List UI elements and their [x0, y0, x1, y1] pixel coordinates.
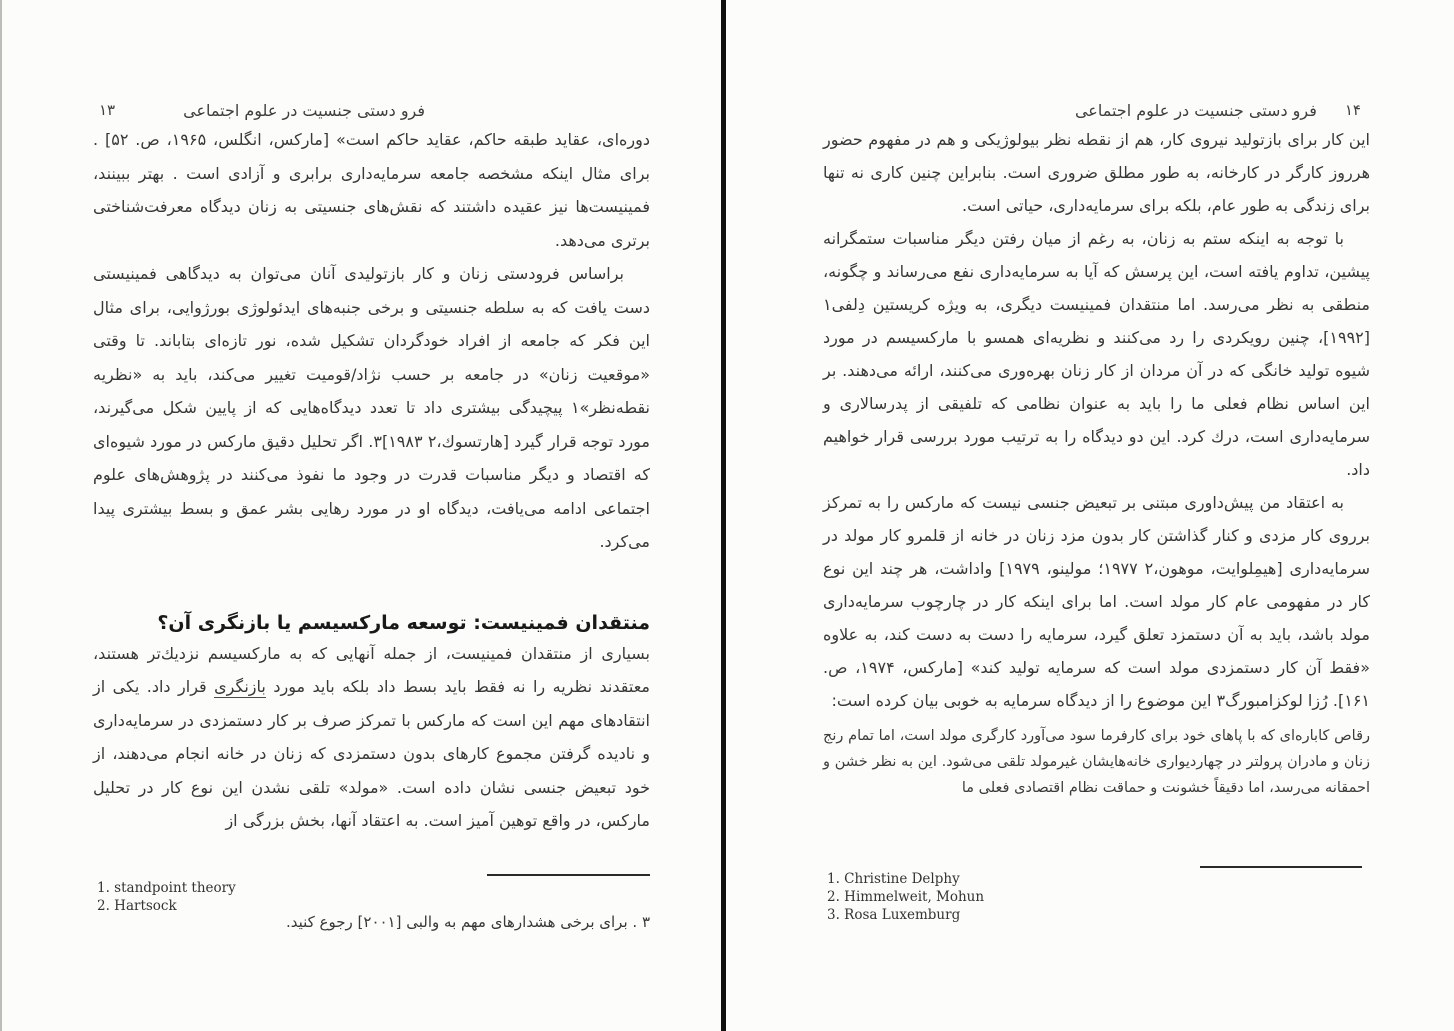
body-paragraph: به اعتقاد من پیش‌داوری مبتنی بر تبعیض جنسی نیست که مارکس را به تمرکز برروی کار مزدی و کنار گذاشتن کار بدون مزد زنان در خانه از قلمرو کار مولد در سرمایه‌داری [هیمِلوایت، موهون،۲ ۱۹۷۷؛ مولینو، ۱۹۷۹] واداشت، هر چند این نوع کار در مفهومی عام کار مولد است. اما برای اینکه کار در چارچوب سرمایه‌داری مولد باشد، باید به آن دستمزد تعلق گیرد، سرمایه را دست به دست کند، به علاوه «فقط آن کار دستمزدی مولد است که سرمایه تولید کند» [مارکس، ۱۹۷۴، ص. ۱۶۱]. رُزا لوکزامبورگ۳ این موضوع را از دیدگاه سرمایه به خوبی بیان کرده است:	[823, 493, 1371, 710]
footnote-separator	[487, 874, 650, 876]
footnote-item: 1. standpoint theory	[97, 880, 236, 896]
footnote-separator	[1200, 866, 1362, 868]
body-paragraph: دوره‌ای، عقاید طبقه حاکم، عقاید حاکم است» [مارکس، انگلس، ۱۹۶۵، ص. ۵۲] . برای مثال اینکه مشخصه جامعه سرمایه‌داری برابری و آزادی است . بهتر ببینند، فمینیست‌ها نیز عقیده داشتند که نقش‌های جنسیتی به زنان دیدگاه معرفت‌شناختی برتری می‌دهد.	[93, 130, 650, 250]
underlined-term: بازنگری	[214, 677, 266, 696]
block-quote: رقاص کاباره‌ای که با پاهای خود برای کارفرما سود می‌آورد کارگری مولد است، اما تمام رنج زنان و مادران پرولتر در چهاردیواری خانه‌هایشان غیرمولد تلقی می‌شود. این به نظر خشن و احمقانه می‌رسد، اما دقیقاً خشونت و حماقت نظام اقتصادی فعلی ما	[823, 728, 1370, 796]
page-divider	[721, 0, 726, 1031]
footnotes-latin	[827, 870, 984, 924]
footnote-item: 1. Christine Delphy	[827, 871, 960, 887]
paragraph-text: بسیاری از منتقدان فمینیست، از جمله آنهایی که به مارکسیسم نزدیك‌تر هستند، معتقدند نظریه را نه فقط باید بسط داد بلکه باید مورد	[93, 643, 650, 696]
running-head: فرو دستی جنسیت در علوم اجتماعی	[1074, 100, 1317, 120]
running-head: فرو دستی جنسیت در علوم اجتماعی	[183, 100, 426, 120]
body-paragraph: با توجه به اینکه ستم به زنان، به رغم از میان رفتن دیگر مناسبات ستمگرانه پیشین، تداوم یافته است، این پرسش که آیا به سرمایه‌داری نفع می‌رساند و چگونه، منطقی به نظر می‌رسد. اما منتقدان فمینیست دیگری، به ویژه کریستین دِلفی۱ [۱۹۹۲]، چنین رویکردی را رد می‌کنند و نظریه‌ای همسو با مارکسیسم در مورد شیوه تولید خانگی که در آن مردان از کار زنان بهره‌وری می‌کنند، ارائه می‌دهند. بر این اساس نظام فعلی ما را باید به عنوان نظامی که تلفیقی از پدرسالاری و سرمایه‌داری است، درك کرد. این دو دیدگاه را به ترتیب مورد بررسی قرار خواهیم داد.	[823, 229, 1370, 479]
footnote-item: 3. Rosa Luxemburg	[827, 907, 961, 923]
body-paragraph: این کار برای بازتولید نیروی کار، هم از نقطه نظر بیولوژیکی و هم در مفهوم حضور هرروز کارگر در کارخانه، به طور مطلق ضروری است. بنابراین چنین کاری نه تنها برای زندگی به طور عام، بلکه برای سرمایه‌داری، حیاتی است.	[823, 130, 1370, 215]
page-number: ۱۳	[99, 101, 116, 119]
body-paragraph	[93, 637, 650, 838]
footnote-item: 2. Himmelweit, Mohun	[827, 889, 985, 905]
body-paragraph: براساس فرودستی زنان و کار بازتولیدی آنان می‌توان به دیدگاهی فمینیستی دست یافت که به سلطه جنسیتی و برخی جنبه‌های ایدئولوژی بورژوایی، برای مثال این فکر که جامعه از افراد خودگردان تشکیل شده، نور تازه‌ای بتاباند. تا وقتی «موقعیت زنان» در جامعه بر حسب نژاد/قومیت تغییر می‌کند، باید به «نظریه نقطه‌نظر»۱ پیچیدگی بیشتری داد تا تعدد دیدگاه‌هایی که از پایین شکل می‌گیرند، مورد توجه قرار گیرد [هارتسوك،۲ ۱۹۸۳]۳. اگر تحلیل دقیق مارکس در مورد شیوه‌ای که اقتصاد و دیگر مناسبات قدرت در وجود ما نفوذ می‌کنند در پژوهش‌های علوم اجتماعی ادامه می‌یافت، دیدگاه او در مورد رهایی بشر عمق و بسط بیشتری پیدا می‌کرد.	[93, 264, 651, 551]
section-heading: منتقدان فمینیست: توسعه مارکسیسم یا بازنگری آن؟	[157, 611, 650, 634]
left-page	[93, 0, 650, 1031]
paragraph-text: قرار داد. یکی از انتقادهای مهم این است که مارکس با تمرکز صرف بر کار دستمزدی در سرمایه‌داری و نادیده گرفتن مجموع کارهای بدون دستمزدی که زنان در خانه انجام می‌دهند، از خود تبعیض جنسی نشان داده است. «مولد» تلقی نشدن این نوع کار در تحلیل مارکس، در واقع توهین آمیز است. به اعتقاد آنها، بخش بزرگی از	[93, 677, 650, 830]
footnote-item: ۳ . برای برخی هشدارهای مهم به والبی [۲۰۰۱] رجوع کنید.	[285, 913, 650, 931]
scan-edge-line	[0, 0, 2, 1031]
page-number: ۱۴	[1344, 101, 1361, 119]
footnotes-latin	[97, 880, 236, 915]
right-page-header	[823, 97, 1370, 123]
right-page	[823, 0, 1370, 1031]
footnote-item: 2. Hartsock	[97, 897, 177, 914]
left-page-header	[93, 97, 650, 123]
